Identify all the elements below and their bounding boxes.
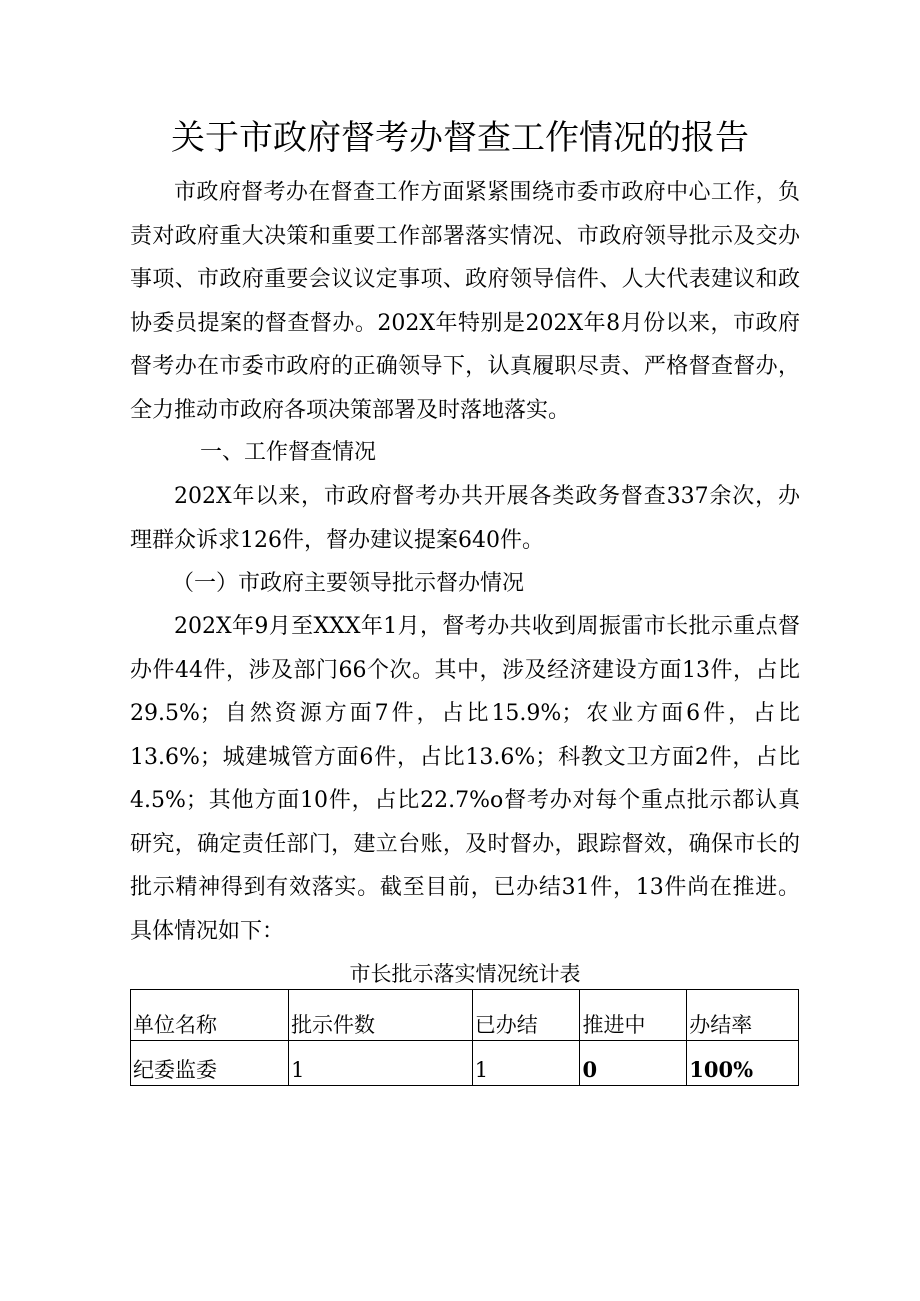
table-header-cell: 单位名称 [131,990,289,1041]
table-caption: 市长批示落实情况统计表 [349,962,581,986]
table-cell-in-progress: 0 [580,1041,687,1086]
document-title: 关于市政府督考办督查工作情况的报告 [171,118,749,158]
table-row [131,1041,799,1086]
table-cell-completion-rate: 100% [687,1041,799,1086]
table-header-cell: 批示件数 [289,990,473,1041]
table-cell-unit: 纪委监委 [131,1041,289,1086]
table-header-cell: 已办结 [472,990,580,1041]
table-cell-count: 1 [289,1041,473,1086]
subsection-paragraph-details: 202X年9月至XXX年1月，督考办共收到周振雷市长批示重点督办件44件，涉及部门66个次。其中，涉及经济建设方面13件，占比29.5%；自然资源方面7件，占比15.9%；农业方面6件，占比13.6%；城建城管方面6件，占比13.6%；科教文卫方面2件，占比4.5%；其他方面10件，占比22.7%o督考办对每个重点批示都认真研究，确定责任部门，建立台账，及时督办，跟踪督效，确保市长的批示精神得到有效落实。截至目前，已办结31件，13件尚在推进。具体情况如下： [130,614,800,944]
statistics-table [130,989,799,1086]
section-paragraph-summary: 202X年以来，市政府督考办共开展各类政务督查337余次，办理群众诉求126件，督办建议提案640件。 [130,484,800,553]
table-header-cell: 办结率 [687,990,799,1041]
intro-paragraph: 市政府督考办在督查工作方面紧紧围绕市委市政府中心工作，负责对政府重大决策和重要工作部署落实情况、市政府领导批示及交办事项、市政府重要会议议定事项、政府领导信件、人大代表建议和政协委员提案的督查督办。202X年特别是202X年8月份以来，市政府督考办在市委市政府的正确领导下，认真履职尽责、严格督查督办，全力推动市政府各项决策部署及时落地落实。 [130,180,800,423]
table-header-row [131,990,799,1041]
section-heading-work-supervision: 一、工作督查情况 [200,440,377,465]
subsection-heading-leader-instructions: （一）市政府主要领导批示督办情况 [172,571,525,596]
table-cell-completed: 1 [472,1041,580,1086]
table-header-cell: 推进中 [580,990,687,1041]
